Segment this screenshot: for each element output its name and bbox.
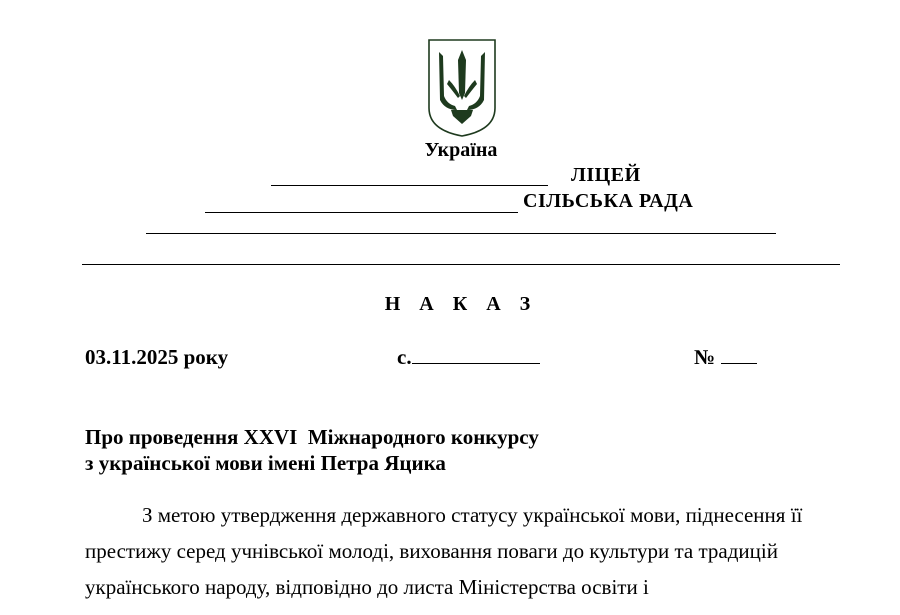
- document-title: Н А К А З: [384, 293, 538, 315]
- place-prefix: с.: [397, 345, 412, 369]
- place-blank: [412, 345, 540, 364]
- order-subject: [85, 424, 539, 476]
- number-blank: [721, 345, 757, 364]
- order-body: [85, 497, 845, 605]
- address-blank: [146, 233, 776, 234]
- order-number: [694, 345, 757, 370]
- header-divider: [82, 264, 840, 265]
- subject-line-2: з української мови імені Петра Яцика: [85, 451, 446, 475]
- subject-line-1: Про проведення XXVI Міжнародного конкурсу: [85, 425, 539, 449]
- trident-coat-of-arms-icon: [427, 38, 497, 138]
- country-name: Україна: [424, 139, 498, 161]
- body-paragraph: З метою утвердження державного статусу української мови, піднесення її престижу серед учнівської молоді, виховання поваги до культури та традицій українського народу, відповідно до листа Міністерства освіти і: [85, 503, 803, 599]
- order-date: 03.11.2025 року: [85, 345, 229, 369]
- order-place: [397, 345, 540, 370]
- council-label: СІЛЬСЬКА РАДА: [523, 190, 694, 212]
- council-name-blank: [205, 212, 518, 213]
- institution-type: ЛІЦЕЙ: [571, 164, 641, 186]
- lyceum-name-blank: [271, 185, 548, 186]
- number-prefix: №: [694, 345, 716, 369]
